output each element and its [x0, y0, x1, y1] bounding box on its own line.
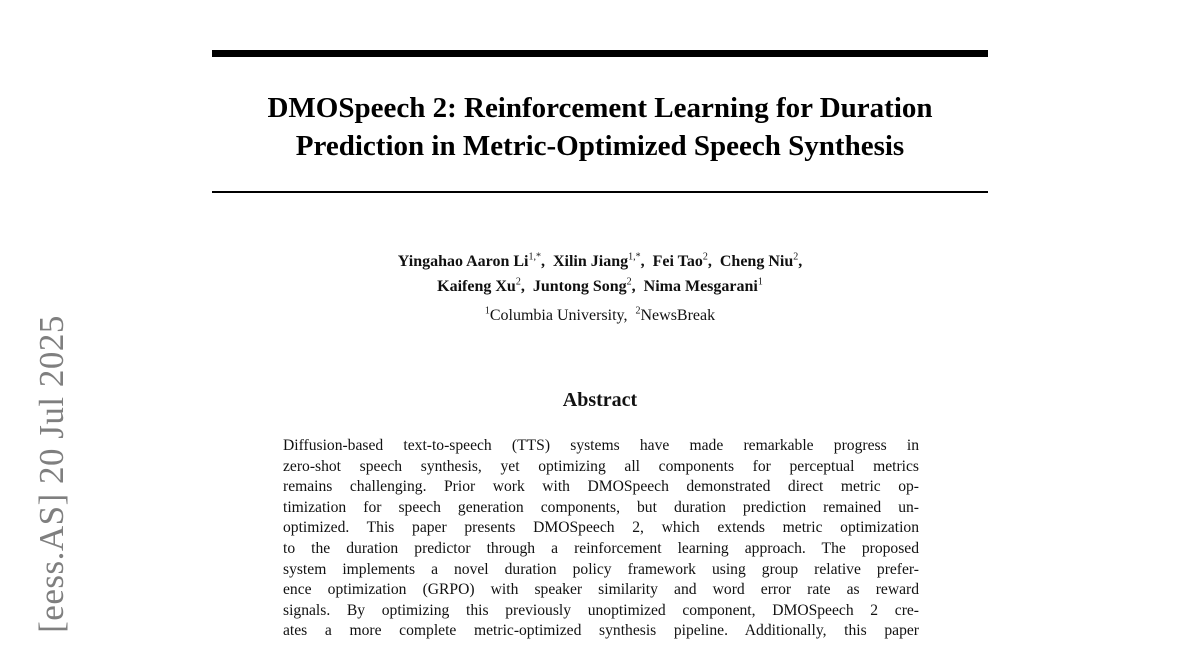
abstract-line: remains challenging. Prior work with DMOSpeech demonstrated direct metric op-	[283, 478, 919, 496]
author-affiliation-mark: 2	[702, 251, 708, 263]
title-line: DMOSpeech 2: Reinforcement Learning for Duration	[267, 92, 933, 124]
author	[437, 278, 521, 295]
author	[533, 278, 632, 295]
author	[553, 253, 641, 270]
affiliation-list: $^1$Columbia University, $^2$NewsBreak	[484, 305, 716, 324]
author-affiliation-mark: 2	[626, 276, 632, 288]
abstract-line: zero-shot speech synthesis, yet optimizing all components for perceptual metrics	[283, 457, 919, 475]
author-affiliation-mark: 1,*	[528, 251, 541, 263]
abstract-line: signals. By optimizing this previously unoptimized component, DMOSpeech 2 cre-	[283, 601, 919, 619]
abstract-line: ates a more complete metric-optimized synthesis pipeline. Additionally, this paper	[283, 622, 919, 640]
author-name: Fei Tao	[652, 253, 703, 270]
author-name: Yingahao Aaron Li	[397, 253, 529, 270]
title-line: Prediction in Metric-Optimized Speech Synthesis	[295, 130, 905, 162]
author	[644, 278, 763, 295]
author-affiliation-mark: 2	[515, 276, 521, 288]
abstract-body	[283, 436, 919, 642]
author-line: Yingahao Aaron $Li^{1,*}$, Xilin Jiang$^{1,*}$, Fei Tao$^2$, Cheng Niu$^2$,	[397, 251, 803, 270]
affiliation	[635, 307, 715, 324]
abstract-line: timization for speech generation components, but duration prediction remained un-	[283, 498, 919, 516]
arxiv-side-stamp: [eess.AS] 20 Jul 2025	[32, 315, 71, 633]
paper-title	[190, 89, 1010, 165]
author-name: Juntong Song	[532, 278, 627, 295]
author-name: Cheng Niu	[719, 253, 794, 270]
author	[720, 253, 798, 270]
author-affiliation-mark: 1,*	[628, 251, 641, 263]
author-affiliation-mark: 2	[793, 251, 799, 263]
abstract-line: Diffusion-based text-to-speech (TTS) systems have made remarkable progress in	[283, 437, 919, 454]
author-list	[250, 249, 950, 299]
author	[398, 253, 541, 270]
author-affiliation-mark: 1	[757, 276, 763, 288]
abstract-line: ence optimization (GRPO) with speaker similarity and word error rate as reward	[283, 581, 919, 599]
author-line: Kaifeng Xu$^2$, Juntong Song$^2$, Nima Mesgarani$^1$	[437, 276, 763, 295]
abstract-line: system implements a novel duration policy framework using group relative prefer-	[283, 560, 919, 578]
abstract-line: to the duration predictor through a reinforcement learning approach. The proposed	[283, 539, 919, 557]
author-name: Xilin Jiang	[552, 253, 629, 270]
author-name: Nima Mesgarani	[643, 278, 758, 295]
abstract-line: optimized. This paper presents DMOSpeech 2, which extends metric optimization	[283, 519, 919, 537]
title-top-rule	[212, 50, 988, 57]
affiliation-name: NewsBreak	[640, 307, 716, 324]
affiliation	[485, 307, 624, 324]
affiliation-mark: 2	[635, 305, 641, 317]
affiliation-name: Columbia University	[489, 307, 624, 324]
affiliation-mark: 1	[484, 305, 490, 317]
title-bottom-rule	[212, 191, 988, 193]
author	[653, 253, 708, 270]
abstract-heading: Abstract	[562, 389, 638, 411]
author-name: Kaifeng Xu	[437, 278, 516, 295]
